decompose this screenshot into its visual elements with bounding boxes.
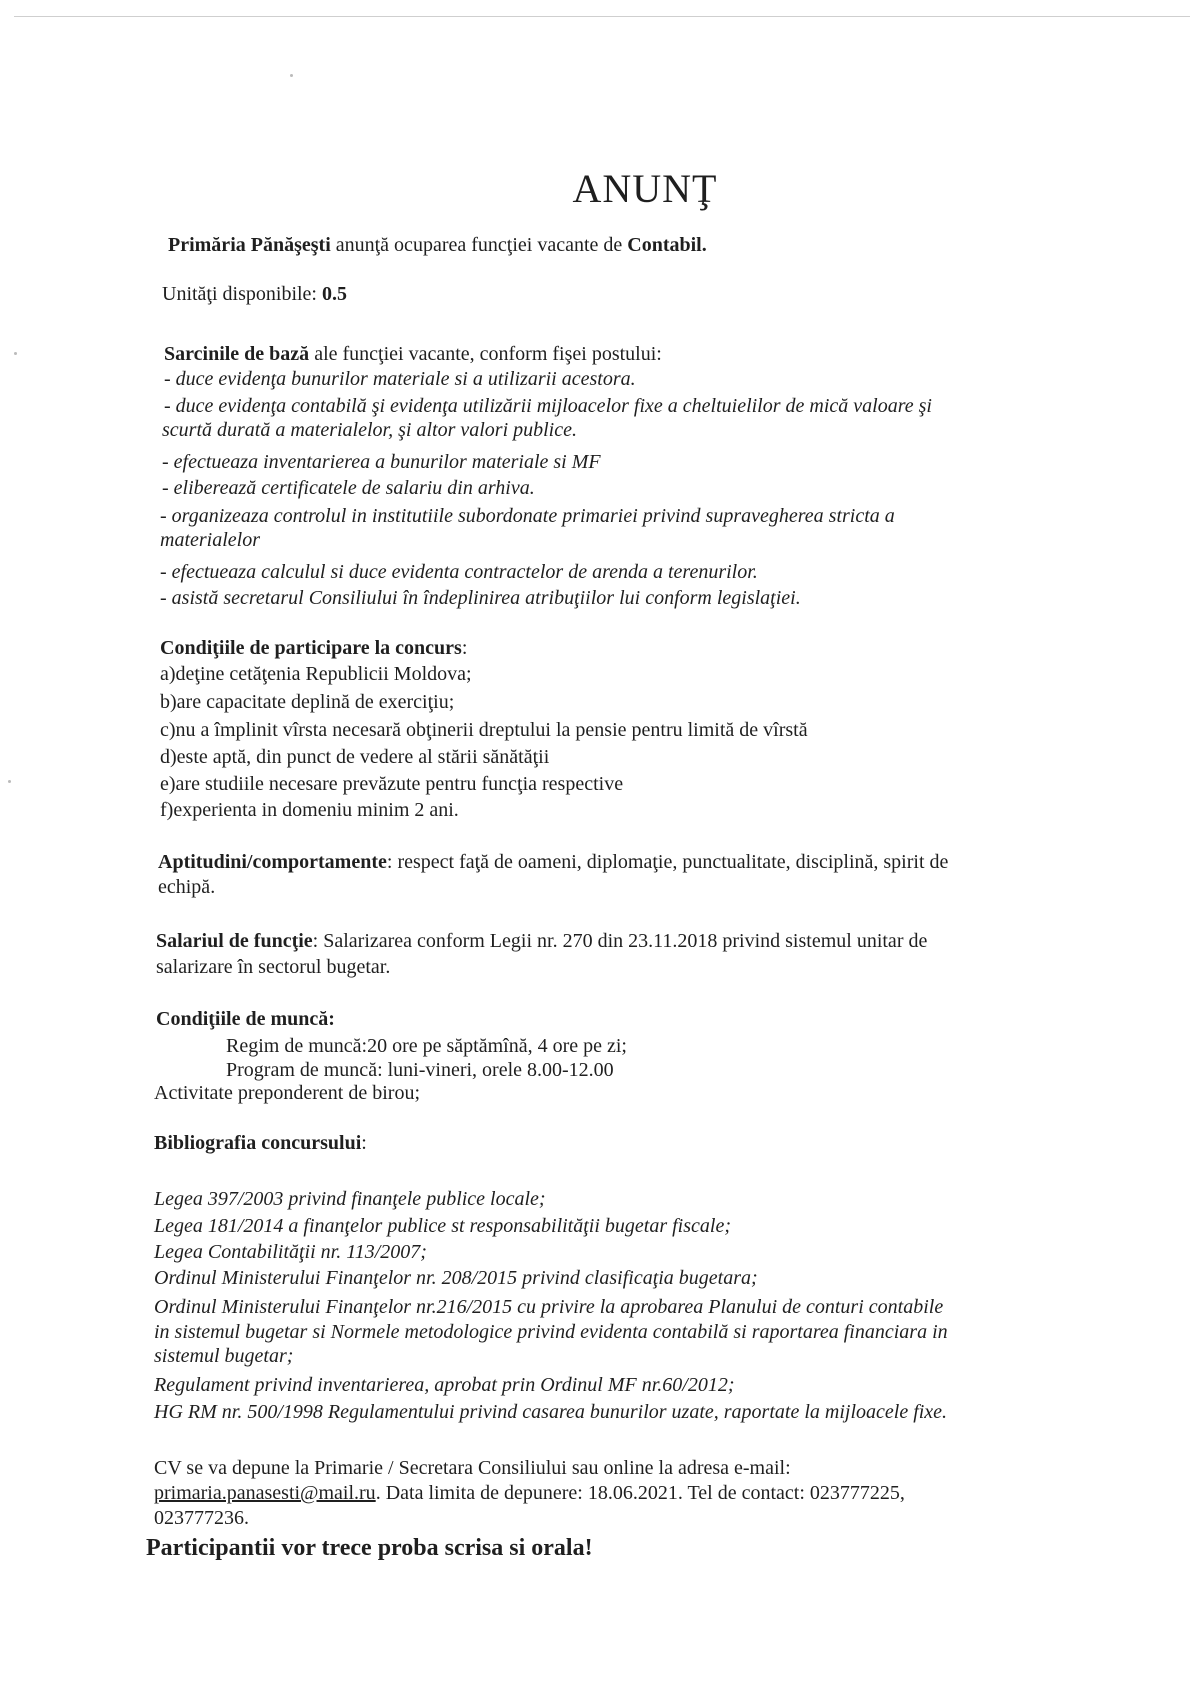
condition-item: c)nu a împlinit vîrsta necesară obţinerii dreptului la pensie pentru limită de vîrstă [160,719,808,741]
duty-item: - asistă secretarul Consiliului în îndeplinirea atribuţiilor lui conform legislaţiei. [160,587,801,609]
conditions-colon: : [461,637,468,659]
bibliography-item: Legea 397/2003 privind finanţele publice locale; [154,1188,546,1210]
condition-item: e)are studiile necesare prevăzute pentru funcţia respective [160,773,624,795]
condition-item: d)este aptă, din punct de vedere al stării sănătăţii [160,746,550,768]
units-line [162,282,347,306]
aptitudes-text: : respect faţă de oameni, diplomaţie, punctualitate, disciplină, spirit de [386,851,949,873]
aptitudes-line-2: echipă. [158,876,216,898]
contact-line-3: 023777236. [154,1507,249,1529]
position-name: Contabil [627,234,702,256]
bibliography-item: HG RM nr. 500/1998 Regulamentului privind casarea bunurilor uzate, raportate la mijloacele fixe. [154,1401,948,1423]
duties-heading-rest: ale funcţiei vacante, conform fişei postului: [309,343,662,365]
duty-item: scurtă durată a materialelor, şi altor valori publice. [162,419,577,441]
bibliography-heading-bold: Bibliografia concursului [154,1132,362,1154]
contact-line-1: CV se va depune la Primarie / Secretara Consiliului sau online la adresa e-mail: [154,1457,791,1479]
aptitudes-label: Aptitudini/comportamente [158,851,387,873]
bibliography-item: in sistemul bugetar si Normele metodologice privind evidenta contabilă si raportarea financiara in [154,1321,948,1343]
duties-heading [164,342,662,366]
bibliography-item: sistemul bugetar; [154,1345,294,1367]
duty-item: - efectueaza calculul si duce evidenta contractelor de arenda a terenurilor. [160,561,758,583]
salary-label: Salariul de funcţie [156,930,313,952]
scan-speck [290,74,293,77]
condition-item: f)experienta in domeniu minim 2 ani. [160,799,459,821]
bibliography-item: Ordinul Ministerului Finanţelor nr. 208/2015 privind clasificaţia bugetara; [154,1267,758,1289]
organization-name: Primăria Pănăşeşti [168,234,331,256]
document-title: ANUNŢ [572,166,718,211]
bibliography-colon: : [361,1132,367,1154]
duty-item: materialelor [160,529,260,551]
work-program: Program de muncă: luni-vineri, orele 8.00-12.00 [226,1059,614,1081]
email-link[interactable]: primaria.panasesti@mail.ru [154,1482,376,1504]
bibliography-item: Regulament privind inventarierea, aprobat prin Ordinul MF nr.60/2012; [154,1374,735,1396]
duties-heading-bold: Sarcinile de bază [164,343,310,365]
aptitudes-line [158,850,948,874]
bibliography-item: Legea 181/2014 a finanţelor publice st responsabilităţii bugetar fiscale; [154,1215,731,1237]
duty-item: - duce evidenţa bunurilor materiale si a utilizarii acestora. [164,368,636,390]
conditions-heading [160,636,467,660]
intro-text: anunţă ocuparea funcţiei vacante de [330,234,628,256]
bibliography-item: Legea Contabilităţii nr. 113/2007; [154,1241,427,1263]
duty-item: - duce evidenţa contabilă şi evidenţa utilizării mijloacelor fixe a cheltuielilor de mică valoare şi [164,395,932,417]
work-regime: Regim de muncă:20 ore pe săptămînă, 4 ore pe zi; [226,1035,627,1057]
salary-text: : Salarizarea conform Legii nr. 270 din 23.11.2018 privind sistemul unitar de [312,930,928,952]
salary-line [156,929,927,953]
salary-line-2: salarizare în sectorul bugetar. [156,956,391,978]
duty-item: - eliberează certificatele de salariu din arhiva. [162,477,535,499]
final-note: Participantii vor trece proba scrisa si orala! [146,1535,593,1561]
units-value: 0.5 [322,283,347,305]
condition-item: b)are capacitate deplină de exerciţiu; [160,691,455,713]
intro-end: . [701,234,707,256]
contact-line-2 [154,1481,905,1505]
scan-edge-line [14,16,1190,17]
conditions-heading-bold: Condiţiile de participare la concurs [160,637,462,659]
bibliography-heading [154,1131,367,1155]
duty-item: - organizeaza controlul in institutiile subordonate primariei privind supravegherea stricta a [160,505,895,527]
bibliography-item: Ordinul Ministerului Finanţelor nr.216/2015 cu privire la aprobarea Planului de conturi contabile [154,1296,944,1318]
work-activity: Activitate preponderent de birou; [154,1082,421,1104]
intro-line [168,233,707,257]
units-label: Unităţi disponibile: [162,283,322,305]
scan-speck [14,352,17,355]
work-conditions-heading: Condiţiile de muncă: [156,1008,335,1030]
duty-item: - efectueaza inventarierea a bunurilor materiale si MF [162,451,601,473]
condition-item: a)deţine cetăţenia Republicii Moldova; [160,663,472,685]
deadline-and-phone: . Data limita de depunere: 18.06.2021. Tel de contact: 023777225, [375,1482,905,1504]
scan-speck [8,780,11,783]
